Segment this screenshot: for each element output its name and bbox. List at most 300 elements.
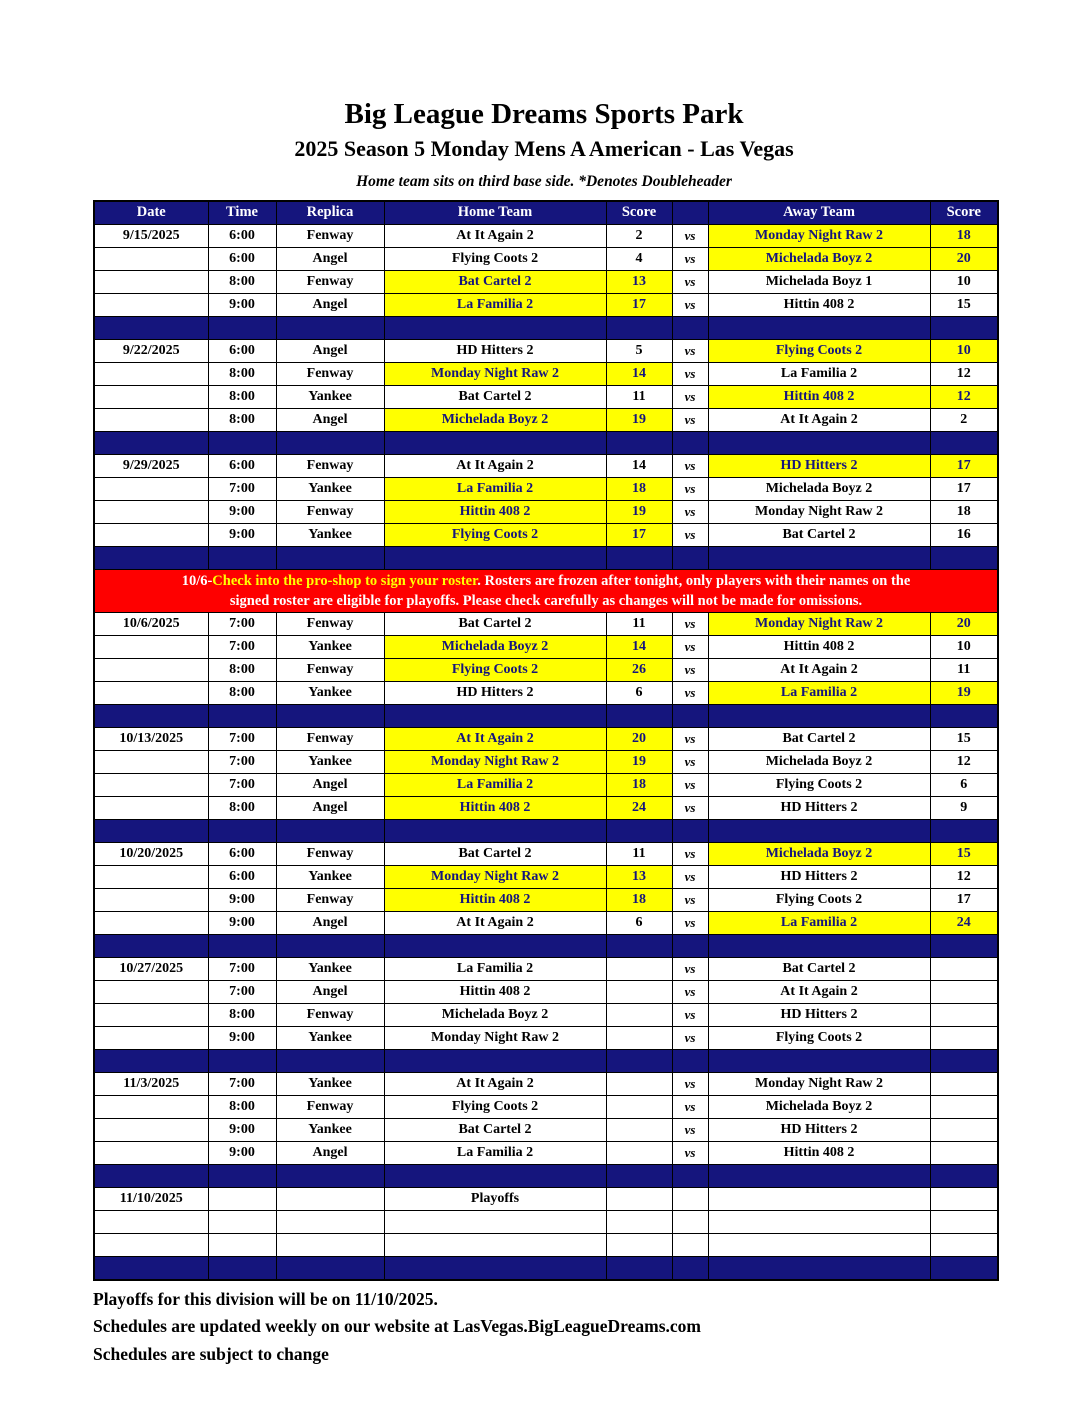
home-team-cell: Bat Cartel 2	[384, 612, 606, 635]
replica-cell: Fenway	[276, 727, 384, 750]
home-score-cell: 18	[606, 888, 672, 911]
separator-cell	[94, 704, 208, 727]
separator-cell	[276, 546, 384, 569]
playoffs-label-cell: Playoffs	[384, 1187, 606, 1210]
schedule-table-body	[94, 201, 998, 1280]
home-team-cell: La Familia 2	[384, 477, 606, 500]
footer-subject-to-change-line: Schedules are subject to change	[93, 1343, 329, 1364]
vs-cell: vs	[672, 408, 708, 431]
time-cell: 8:00	[208, 796, 276, 819]
vs-cell: vs	[672, 339, 708, 362]
replica-cell: Yankee	[276, 681, 384, 704]
empty-cell	[672, 1210, 708, 1233]
time-cell: 8:00	[208, 385, 276, 408]
separator-cell	[94, 431, 208, 454]
home-team-cell: HD Hitters 2	[384, 681, 606, 704]
time-cell: 9:00	[208, 888, 276, 911]
time-cell: 9:00	[208, 500, 276, 523]
away-score-cell: 17	[930, 454, 998, 477]
time-cell: 9:00	[208, 1118, 276, 1141]
date-cell	[94, 362, 208, 385]
replica-cell: Fenway	[276, 842, 384, 865]
home-team-cell: Michelada Boyz 2	[384, 408, 606, 431]
game-row	[94, 727, 998, 750]
vs-cell: vs	[672, 957, 708, 980]
game-row	[94, 523, 998, 546]
separator-cell	[606, 1164, 672, 1187]
empty-row	[94, 1233, 998, 1256]
replica-cell: Yankee	[276, 477, 384, 500]
separator-cell	[208, 316, 276, 339]
home-team-cell: Flying Coots 2	[384, 1095, 606, 1118]
vs-cell: vs	[672, 888, 708, 911]
home-team-cell: At It Again 2	[384, 727, 606, 750]
time-cell: 7:00	[208, 957, 276, 980]
separator-row	[94, 819, 998, 842]
home-team-cell: La Familia 2	[384, 293, 606, 316]
away-team-cell: Bat Cartel 2	[708, 523, 930, 546]
replica-cell: Fenway	[276, 362, 384, 385]
game-row	[94, 773, 998, 796]
separator-cell	[708, 431, 930, 454]
empty-cell	[276, 1210, 384, 1233]
separator-cell	[708, 704, 930, 727]
away-score-cell	[930, 1118, 998, 1141]
game-row	[94, 1072, 998, 1095]
date-cell: 10/20/2025	[94, 842, 208, 865]
away-team-cell: Michelada Boyz 2	[708, 1095, 930, 1118]
vs-cell: vs	[672, 1141, 708, 1164]
away-score-cell: 15	[930, 293, 998, 316]
away-team-cell: At It Again 2	[708, 658, 930, 681]
empty-cell	[930, 1233, 998, 1256]
date-cell	[94, 865, 208, 888]
time-cell: 6:00	[208, 842, 276, 865]
home-team-cell: Hittin 408 2	[384, 796, 606, 819]
separator-cell	[208, 819, 276, 842]
game-row	[94, 385, 998, 408]
replica-cell: Fenway	[276, 612, 384, 635]
empty-cell	[672, 1233, 708, 1256]
time-cell: 8:00	[208, 681, 276, 704]
away-team-cell: Monday Night Raw 2	[708, 224, 930, 247]
game-row	[94, 612, 998, 635]
separator-cell	[606, 431, 672, 454]
schedule-table	[93, 200, 999, 1281]
separator-cell	[606, 546, 672, 569]
date-cell	[94, 1095, 208, 1118]
replica-cell: Yankee	[276, 523, 384, 546]
vs-cell: vs	[672, 681, 708, 704]
away-team-cell: Flying Coots 2	[708, 773, 930, 796]
date-cell: 9/15/2025	[94, 224, 208, 247]
header-vs	[672, 201, 708, 225]
home-team-cell: Monday Night Raw 2	[384, 1026, 606, 1049]
separator-row	[94, 546, 998, 569]
away-score-cell: 15	[930, 727, 998, 750]
home-team-cell: Flying Coots 2	[384, 523, 606, 546]
vs-cell: vs	[672, 247, 708, 270]
date-cell	[94, 750, 208, 773]
vs-cell: vs	[672, 1003, 708, 1026]
home-score-cell: 19	[606, 750, 672, 773]
away-score-cell	[930, 1187, 998, 1210]
vs-cell: vs	[672, 1118, 708, 1141]
home-score-cell	[606, 1003, 672, 1026]
home-team-cell: Bat Cartel 2	[384, 842, 606, 865]
away-score-cell: 17	[930, 477, 998, 500]
away-team-cell: HD Hitters 2	[708, 865, 930, 888]
separator-cell	[276, 1256, 384, 1280]
date-cell	[94, 500, 208, 523]
home-team-cell: Monday Night Raw 2	[384, 362, 606, 385]
separator-cell	[208, 704, 276, 727]
separator-cell	[384, 1256, 606, 1280]
home-score-cell: 11	[606, 842, 672, 865]
date-cell	[94, 681, 208, 704]
date-cell: 10/13/2025	[94, 727, 208, 750]
empty-cell	[208, 1210, 276, 1233]
date-cell: 9/22/2025	[94, 339, 208, 362]
home-score-cell	[606, 1187, 672, 1210]
time-cell: 9:00	[208, 293, 276, 316]
away-score-cell	[930, 1026, 998, 1049]
separator-cell	[208, 934, 276, 957]
date-cell: 9/29/2025	[94, 454, 208, 477]
vs-cell: vs	[672, 1072, 708, 1095]
replica-cell: Yankee	[276, 1118, 384, 1141]
away-team-cell: Monday Night Raw 2	[708, 500, 930, 523]
away-score-cell: 12	[930, 362, 998, 385]
vs-cell: vs	[672, 796, 708, 819]
footer-website-line: Schedules are updated weekly on our website at LasVegas.BigLeagueDreams.com	[93, 1316, 701, 1337]
away-score-cell	[930, 1141, 998, 1164]
replica-cell: Yankee	[276, 1072, 384, 1095]
vs-cell: vs	[672, 773, 708, 796]
date-cell	[94, 270, 208, 293]
game-row	[94, 980, 998, 1003]
date-cell	[94, 1118, 208, 1141]
vs-cell: vs	[672, 635, 708, 658]
time-cell	[208, 1187, 276, 1210]
replica-cell: Fenway	[276, 454, 384, 477]
game-row	[94, 1095, 998, 1118]
game-row	[94, 1003, 998, 1026]
separator-cell	[208, 546, 276, 569]
replica-cell: Fenway	[276, 500, 384, 523]
home-score-cell: 14	[606, 362, 672, 385]
header-home-team: Home Team	[384, 201, 606, 225]
away-score-cell: 11	[930, 658, 998, 681]
separator-cell	[606, 934, 672, 957]
away-score-cell: 15	[930, 842, 998, 865]
replica-cell: Yankee	[276, 1026, 384, 1049]
separator-cell	[384, 316, 606, 339]
separator-cell	[276, 704, 384, 727]
date-cell	[94, 293, 208, 316]
home-score-cell: 11	[606, 385, 672, 408]
empty-cell	[384, 1210, 606, 1233]
footer-playoffs-line: Playoffs for this division will be on 11/10/2025.	[93, 1288, 438, 1309]
away-team-cell: Flying Coots 2	[708, 339, 930, 362]
away-team-cell: HD Hitters 2	[708, 796, 930, 819]
vs-cell	[672, 1187, 708, 1210]
game-row	[94, 658, 998, 681]
date-cell	[94, 635, 208, 658]
separator-cell	[384, 934, 606, 957]
away-team-cell: La Familia 2	[708, 911, 930, 934]
separator-cell	[606, 1049, 672, 1072]
away-team-cell: At It Again 2	[708, 408, 930, 431]
roster-notice	[94, 569, 998, 612]
away-team-cell	[708, 1187, 930, 1210]
date-cell: 10/6/2025	[94, 612, 208, 635]
separator-cell	[930, 1049, 998, 1072]
time-cell: 8:00	[208, 1095, 276, 1118]
replica-cell: Angel	[276, 339, 384, 362]
home-score-cell: 19	[606, 408, 672, 431]
home-team-cell: La Familia 2	[384, 957, 606, 980]
empty-cell	[276, 1233, 384, 1256]
separator-cell	[276, 819, 384, 842]
separator-cell	[672, 431, 708, 454]
separator-cell	[276, 431, 384, 454]
replica-cell: Yankee	[276, 957, 384, 980]
time-cell: 7:00	[208, 750, 276, 773]
separator-cell	[930, 546, 998, 569]
away-score-cell: 12	[930, 385, 998, 408]
game-row	[94, 1141, 998, 1164]
empty-row	[94, 1210, 998, 1233]
home-team-cell: At It Again 2	[384, 454, 606, 477]
separator-cell	[208, 1164, 276, 1187]
date-cell	[94, 1141, 208, 1164]
home-team-cell: At It Again 2	[384, 911, 606, 934]
home-team-cell: La Familia 2	[384, 773, 606, 796]
away-team-cell: Michelada Boyz 2	[708, 477, 930, 500]
footer	[93, 1286, 1088, 1369]
away-score-cell: 19	[930, 681, 998, 704]
replica-cell: Angel	[276, 408, 384, 431]
game-row	[94, 477, 998, 500]
separator-cell	[94, 1049, 208, 1072]
time-cell: 7:00	[208, 727, 276, 750]
home-team-cell: Flying Coots 2	[384, 658, 606, 681]
separator-cell	[930, 934, 998, 957]
home-score-cell	[606, 1026, 672, 1049]
home-team-cell: Bat Cartel 2	[384, 385, 606, 408]
home-team-cell: Hittin 408 2	[384, 888, 606, 911]
game-row	[94, 247, 998, 270]
home-score-cell: 18	[606, 477, 672, 500]
time-cell: 7:00	[208, 477, 276, 500]
home-team-cell: At It Again 2	[384, 1072, 606, 1095]
vs-cell: vs	[672, 224, 708, 247]
home-score-cell: 19	[606, 500, 672, 523]
separator-cell	[94, 1164, 208, 1187]
vs-cell: vs	[672, 980, 708, 1003]
game-row	[94, 888, 998, 911]
empty-cell	[208, 1233, 276, 1256]
playoffs-row	[94, 1187, 998, 1210]
separator-cell	[672, 1164, 708, 1187]
date-cell	[94, 247, 208, 270]
game-row	[94, 1026, 998, 1049]
game-row	[94, 362, 998, 385]
separator-cell	[276, 1049, 384, 1072]
game-row	[94, 796, 998, 819]
time-cell: 6:00	[208, 339, 276, 362]
empty-cell	[930, 1210, 998, 1233]
separator-cell	[276, 316, 384, 339]
home-score-cell	[606, 1072, 672, 1095]
vs-cell: vs	[672, 385, 708, 408]
away-team-cell: Michelada Boyz 2	[708, 247, 930, 270]
away-score-cell: 12	[930, 865, 998, 888]
home-score-cell: 17	[606, 293, 672, 316]
time-cell: 7:00	[208, 635, 276, 658]
vs-cell: vs	[672, 842, 708, 865]
empty-cell	[384, 1233, 606, 1256]
replica-cell: Yankee	[276, 750, 384, 773]
game-row	[94, 911, 998, 934]
home-team-cell: Michelada Boyz 2	[384, 1003, 606, 1026]
vs-cell: vs	[672, 454, 708, 477]
time-cell: 7:00	[208, 612, 276, 635]
away-score-cell	[930, 1095, 998, 1118]
away-team-cell: Bat Cartel 2	[708, 727, 930, 750]
away-team-cell: Monday Night Raw 2	[708, 612, 930, 635]
replica-cell: Angel	[276, 980, 384, 1003]
date-cell	[94, 1026, 208, 1049]
home-team-cell: At It Again 2	[384, 224, 606, 247]
separator-cell	[94, 1256, 208, 1280]
away-score-cell: 10	[930, 339, 998, 362]
separator-cell	[672, 316, 708, 339]
empty-cell	[708, 1233, 930, 1256]
separator-row	[94, 1164, 998, 1187]
home-team-cell: Flying Coots 2	[384, 247, 606, 270]
home-team-cell: Michelada Boyz 2	[384, 635, 606, 658]
away-team-cell: Hittin 408 2	[708, 1141, 930, 1164]
time-cell: 8:00	[208, 270, 276, 293]
separator-cell	[672, 704, 708, 727]
away-score-cell: 10	[930, 635, 998, 658]
away-score-cell: 16	[930, 523, 998, 546]
date-cell	[94, 980, 208, 1003]
away-team-cell: Michelada Boyz 2	[708, 750, 930, 773]
replica-cell: Angel	[276, 773, 384, 796]
notice-line2: signed roster are eligible for playoffs. Please check carefully as changes will not be made for omissions.	[229, 592, 863, 609]
game-row	[94, 957, 998, 980]
vs-cell: vs	[672, 750, 708, 773]
away-score-cell: 18	[930, 224, 998, 247]
away-score-cell	[930, 957, 998, 980]
away-team-cell: Flying Coots 2	[708, 1026, 930, 1049]
away-score-cell: 20	[930, 247, 998, 270]
empty-cell	[94, 1210, 208, 1233]
separator-cell	[672, 1256, 708, 1280]
away-team-cell: Michelada Boyz 2	[708, 842, 930, 865]
away-team-cell: Hittin 408 2	[708, 635, 930, 658]
date-cell	[94, 888, 208, 911]
header-row	[94, 201, 998, 225]
replica-cell: Fenway	[276, 1095, 384, 1118]
time-cell: 6:00	[208, 865, 276, 888]
away-score-cell: 18	[930, 500, 998, 523]
home-score-cell: 14	[606, 635, 672, 658]
time-cell: 7:00	[208, 1072, 276, 1095]
vs-cell: vs	[672, 1095, 708, 1118]
time-cell: 7:00	[208, 773, 276, 796]
away-team-cell: Hittin 408 2	[708, 293, 930, 316]
separator-cell	[94, 934, 208, 957]
vs-cell: vs	[672, 727, 708, 750]
away-score-cell: 17	[930, 888, 998, 911]
separator-cell	[276, 1164, 384, 1187]
roster-notice-row	[94, 569, 998, 612]
away-score-cell	[930, 1003, 998, 1026]
time-cell: 6:00	[208, 247, 276, 270]
replica-cell: Fenway	[276, 658, 384, 681]
separator-cell	[94, 316, 208, 339]
separator-row	[94, 704, 998, 727]
separator-cell	[208, 1256, 276, 1280]
home-score-cell: 18	[606, 773, 672, 796]
date-cell	[94, 796, 208, 819]
replica-cell: Fenway	[276, 224, 384, 247]
away-score-cell: 6	[930, 773, 998, 796]
replica-cell: Yankee	[276, 635, 384, 658]
game-row	[94, 293, 998, 316]
separator-cell	[930, 431, 998, 454]
separator-cell	[606, 704, 672, 727]
away-team-cell: Michelada Boyz 1	[708, 270, 930, 293]
away-score-cell: 20	[930, 612, 998, 635]
separator-cell	[708, 546, 930, 569]
time-cell: 8:00	[208, 1003, 276, 1026]
separator-cell	[672, 934, 708, 957]
separator-cell	[708, 1256, 930, 1280]
home-team-cell: Monday Night Raw 2	[384, 750, 606, 773]
game-row	[94, 224, 998, 247]
home-score-cell	[606, 1118, 672, 1141]
replica-cell: Angel	[276, 911, 384, 934]
header-date: Date	[94, 201, 208, 225]
time-cell: 6:00	[208, 454, 276, 477]
game-row	[94, 270, 998, 293]
home-score-cell: 2	[606, 224, 672, 247]
separator-cell	[606, 819, 672, 842]
vs-cell: vs	[672, 523, 708, 546]
separator-cell	[672, 546, 708, 569]
separator-cell	[930, 1164, 998, 1187]
vs-cell: vs	[672, 1026, 708, 1049]
game-row	[94, 842, 998, 865]
home-score-cell: 6	[606, 911, 672, 934]
separator-cell	[384, 704, 606, 727]
away-team-cell: Bat Cartel 2	[708, 957, 930, 980]
bottom-bar-row	[94, 1256, 998, 1280]
game-row	[94, 408, 998, 431]
replica-cell: Fenway	[276, 888, 384, 911]
date-cell	[94, 773, 208, 796]
time-cell: 6:00	[208, 224, 276, 247]
away-score-cell: 2	[930, 408, 998, 431]
separator-row	[94, 316, 998, 339]
separator-cell	[930, 1256, 998, 1280]
away-team-cell: At It Again 2	[708, 980, 930, 1003]
